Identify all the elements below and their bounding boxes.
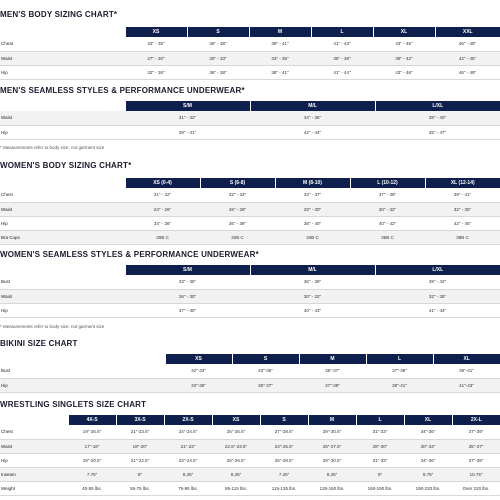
- table-cell: 19"-26.5": [68, 425, 116, 439]
- bikini-header: L: [366, 354, 433, 364]
- table-cell: 45" - 47": [375, 125, 500, 139]
- table-cell: 36B C: [350, 230, 425, 244]
- womens-body-header: M (8-10): [275, 178, 350, 188]
- womens-seamless-header: M/L: [250, 265, 375, 275]
- womens-seamless-header: L/XL: [375, 265, 500, 275]
- womens-body-header: XS (0-4): [125, 178, 200, 188]
- corner-cell: [0, 178, 125, 188]
- table-cell: 39" - 42": [373, 51, 435, 65]
- table-cell: 32" - 36": [125, 65, 187, 79]
- table-row: [0, 289, 500, 303]
- table-cell: 35"-37": [232, 378, 299, 392]
- wrestling-header: 3X-S: [116, 415, 164, 425]
- table-cell: 30" - 32": [250, 289, 375, 303]
- table-cell: 115-135 lbs.: [260, 481, 308, 495]
- table-cell: 37"-39": [452, 425, 500, 439]
- womens-seamless-header-row: [0, 265, 500, 275]
- row-label: Chest: [0, 425, 68, 439]
- table-cell: 40" - 43": [250, 303, 375, 317]
- row-label: Bra Cups: [0, 230, 125, 244]
- table-cell: 31"-33": [356, 425, 404, 439]
- table-cell: 41" - 43": [311, 37, 373, 51]
- table-cell: 29"-30.5": [308, 425, 356, 439]
- table-cell: 42" - 44": [250, 125, 375, 139]
- table-cell: 25"-26.5": [212, 453, 260, 467]
- table-cell: 43" - 46": [373, 65, 435, 79]
- table-row: [0, 111, 500, 125]
- mens-body-header: L: [311, 27, 373, 37]
- mens-seamless-table: [0, 101, 500, 140]
- table-cell: 21"-22": [164, 439, 212, 453]
- table-cell: 24"-25.5": [260, 439, 308, 453]
- mens-seamless-header-row: [0, 101, 500, 111]
- row-label: Weight: [0, 481, 68, 495]
- table-cell: 34B C: [275, 230, 350, 244]
- wrestling-header: M: [308, 415, 356, 425]
- table-cell: 135-160 lbs.: [308, 481, 356, 495]
- mens-body-header: M: [249, 27, 311, 37]
- table-row: [0, 453, 500, 467]
- table-cell: 40" - 42": [350, 216, 425, 230]
- table-cell: 42" - 45": [435, 51, 500, 65]
- mens-body-header: XL: [373, 27, 435, 37]
- table-cell: 75-95 lbs.: [164, 481, 212, 495]
- bikini-title: BIKINI SIZE CHART: [0, 339, 78, 348]
- table-cell: 30B C: [125, 230, 200, 244]
- corner-cell: [0, 27, 125, 37]
- table-cell: 46" - 49": [435, 37, 500, 51]
- table-row: [0, 425, 500, 439]
- table-cell: 26" - 30": [125, 289, 250, 303]
- table-cell: 37"-39": [299, 378, 366, 392]
- table-cell: 33" - 35": [125, 275, 250, 289]
- womens-body-title: WOMEN'S BODY SIZING CHART*: [0, 161, 132, 170]
- corner-cell: [0, 415, 68, 425]
- bikini-header: M: [299, 354, 366, 364]
- table-row: [0, 275, 500, 289]
- table-cell: 39"-41": [366, 378, 433, 392]
- table-cell: 32" - 35": [425, 202, 500, 216]
- table-row: [0, 65, 500, 79]
- table-cell: 22.5"-23.5": [212, 439, 260, 453]
- mens-body-title: MEN'S BODY SIZING CHART*: [0, 10, 118, 19]
- row-label: Bust: [0, 275, 125, 289]
- womens-seamless-title: WOMEN'S SEAMLESS STYLES & PERFORMANCE UNDERWEAR*: [0, 250, 259, 259]
- table-cell: 33"-35": [232, 364, 299, 378]
- table-row: [0, 378, 500, 392]
- bikini-header: S: [232, 354, 299, 364]
- wrestling-header: 2X-S: [164, 415, 212, 425]
- bikini-header: XL: [433, 354, 500, 364]
- table-cell: 39" - 41": [125, 125, 250, 139]
- table-cell: 33" - 35": [249, 51, 311, 65]
- womens-body-header: S (6-8): [200, 178, 275, 188]
- mens-seamless-title: MEN'S SEAMLESS STYLES & PERFORMANCE UNDERWEAR*: [0, 86, 245, 95]
- table-cell: 37" - 39": [350, 188, 425, 202]
- table-cell: 30"-34": [404, 439, 452, 453]
- row-label: Hip: [0, 65, 125, 79]
- row-label: Hip: [0, 453, 68, 467]
- table-cell: 36" - 39": [250, 275, 375, 289]
- table-row: [0, 51, 500, 65]
- table-row: [0, 37, 500, 51]
- table-cell: 30" - 32": [350, 202, 425, 216]
- wrestling-header: 2X-L: [452, 415, 500, 425]
- wrestling-header-row: [0, 415, 500, 425]
- mens-seamless-header: M/L: [250, 101, 375, 111]
- table-cell: 35"-37": [299, 364, 366, 378]
- womens-seamless-table: [0, 265, 500, 318]
- row-label: Waist: [0, 111, 125, 125]
- womens-body-header: L (10-12): [350, 178, 425, 188]
- bikini-header: XS: [165, 354, 232, 364]
- mens-body-header: XS: [125, 27, 187, 37]
- corner-cell: [0, 101, 125, 111]
- table-cell: 7.75": [68, 467, 116, 481]
- row-label: Waist: [0, 51, 125, 65]
- mens-body-header-row: [0, 27, 500, 37]
- womens-seamless-note: * Measurements refer to body size, not garment size: [0, 324, 105, 329]
- wrestling-header: L: [356, 415, 404, 425]
- wrestling-table: [0, 415, 500, 496]
- wrestling-header: XL: [404, 415, 452, 425]
- mens-seamless-header: L/XL: [375, 101, 500, 111]
- bikini-table: [0, 354, 500, 393]
- table-cell: 26"-28.5": [260, 453, 308, 467]
- table-cell: 32"-33": [165, 364, 232, 378]
- table-cell: 39"-41": [433, 364, 500, 378]
- table-cell: 41" - 44": [375, 303, 500, 317]
- mens-body-table: [0, 27, 500, 80]
- table-cell: 37"-39": [366, 364, 433, 378]
- table-row: [0, 481, 500, 495]
- row-label: Hip: [0, 216, 125, 230]
- table-cell: 32" - 35": [375, 289, 500, 303]
- row-label: Hip: [0, 378, 165, 392]
- womens-body-header: XL (12-14): [425, 178, 500, 188]
- table-cell: Over 220 lbs.: [452, 481, 500, 495]
- table-row: [0, 216, 500, 230]
- table-row: [0, 364, 500, 378]
- table-cell: 42" - 45": [425, 216, 500, 230]
- table-cell: 19"-20": [116, 439, 164, 453]
- table-cell: 34" - 36": [125, 216, 200, 230]
- table-cell: 36" - 38": [187, 65, 249, 79]
- table-row: [0, 467, 500, 481]
- table-cell: 27" - 30": [125, 51, 187, 65]
- mens-body-header: S: [187, 27, 249, 37]
- table-cell: 31" - 32": [125, 188, 200, 202]
- mens-seamless-header: S/M: [125, 101, 250, 111]
- table-cell: 34"-36": [404, 425, 452, 439]
- table-cell: 17"-18": [68, 439, 116, 453]
- row-label: Waist: [0, 439, 68, 453]
- table-cell: 38" - 40": [375, 111, 500, 125]
- table-cell: 33" - 35": [125, 37, 187, 51]
- table-cell: 38B C: [425, 230, 500, 244]
- table-cell: 8.25": [164, 467, 212, 481]
- table-cell: 23"-24.5": [164, 453, 212, 467]
- row-label: Waist: [0, 289, 125, 303]
- table-row: [0, 303, 500, 317]
- table-cell: 37" - 40": [125, 303, 250, 317]
- table-cell: 33"-35": [165, 378, 232, 392]
- table-cell: 21"-22.5": [116, 453, 164, 467]
- row-label: Cheat: [0, 37, 125, 51]
- table-cell: 37"-39": [452, 453, 500, 467]
- table-cell: 34" - 36": [250, 111, 375, 125]
- table-row: [0, 439, 500, 453]
- row-label: Hip: [0, 303, 125, 317]
- table-cell: 35"-37": [452, 439, 500, 453]
- table-cell: 26"-27.5": [308, 439, 356, 453]
- table-cell: 19"-20.5": [68, 453, 116, 467]
- table-cell: 39" - 41": [249, 37, 311, 51]
- table-cell: 43" - 46": [373, 37, 435, 51]
- womens-seamless-header: S/M: [125, 265, 250, 275]
- table-cell: 32" - 33": [200, 188, 275, 202]
- table-row: [0, 202, 500, 216]
- table-cell: 8.25": [212, 467, 260, 481]
- table-cell: 190-220 lbs.: [404, 481, 452, 495]
- table-cell: 38" - 41": [249, 65, 311, 79]
- table-cell: 27"-28.5": [260, 425, 308, 439]
- table-cell: 10.75": [452, 467, 500, 481]
- table-cell: 38" - 40": [275, 216, 350, 230]
- table-cell: 31"-33": [356, 453, 404, 467]
- table-cell: 29"-30.5": [308, 453, 356, 467]
- table-cell: 160-190 lbs.: [356, 481, 404, 495]
- table-cell: 31" - 32": [125, 111, 250, 125]
- table-cell: 8": [116, 467, 164, 481]
- table-row: [0, 230, 500, 244]
- table-cell: 36" - 38": [200, 216, 275, 230]
- table-cell: 25"-26.5": [212, 425, 260, 439]
- mens-body-header: XXL: [435, 27, 500, 37]
- table-cell: 41" - 44": [311, 65, 373, 79]
- table-cell: 7.25": [260, 467, 308, 481]
- table-cell: 26" - 28": [200, 202, 275, 216]
- wrestling-header: XS: [212, 415, 260, 425]
- table-cell: 55-75 lbs.: [116, 481, 164, 495]
- table-cell: 28"-30": [356, 439, 404, 453]
- row-label: Chest: [0, 188, 125, 202]
- table-cell: 41"-43": [433, 378, 500, 392]
- table-cell: 21"-23.5": [116, 425, 164, 439]
- mens-seamless-note: * Measurements refer to body size, not garment size: [0, 145, 105, 150]
- row-label: Inseam: [0, 467, 68, 481]
- corner-cell: [0, 354, 165, 364]
- table-cell: 46" - 49": [435, 65, 500, 79]
- row-label: Hip: [0, 125, 125, 139]
- row-label: Bust: [0, 364, 165, 378]
- womens-body-table: [0, 178, 500, 245]
- wrestling-header: S: [260, 415, 308, 425]
- table-cell: 28" - 30": [275, 202, 350, 216]
- table-cell: 9": [356, 467, 404, 481]
- table-row: [0, 188, 500, 202]
- table-cell: 8.25": [308, 467, 356, 481]
- table-cell: 95-115 lbs.: [212, 481, 260, 495]
- table-cell: 39" - 41": [425, 188, 500, 202]
- row-label: Waist: [0, 202, 125, 216]
- table-cell: 24" - 26": [125, 202, 200, 216]
- table-cell: 40-55 lbs.: [68, 481, 116, 495]
- womens-body-header-row: [0, 178, 500, 188]
- table-cell: 36" - 38": [311, 51, 373, 65]
- table-cell: 39" - 42": [375, 275, 500, 289]
- table-cell: 36" - 38": [187, 37, 249, 51]
- table-cell: 30" - 33": [187, 51, 249, 65]
- corner-cell: [0, 265, 125, 275]
- table-cell: 24"-24.5": [164, 425, 212, 439]
- table-cell: 9.75": [404, 467, 452, 481]
- wrestling-title: WRESTLING SINGLETS SIZE CHART: [0, 400, 147, 409]
- table-row: [0, 125, 500, 139]
- table-cell: 33" - 37": [275, 188, 350, 202]
- bikini-header-row: [0, 354, 500, 364]
- table-cell: 34"-36": [404, 453, 452, 467]
- wrestling-header: 4X-S: [68, 415, 116, 425]
- table-cell: 32B C: [200, 230, 275, 244]
